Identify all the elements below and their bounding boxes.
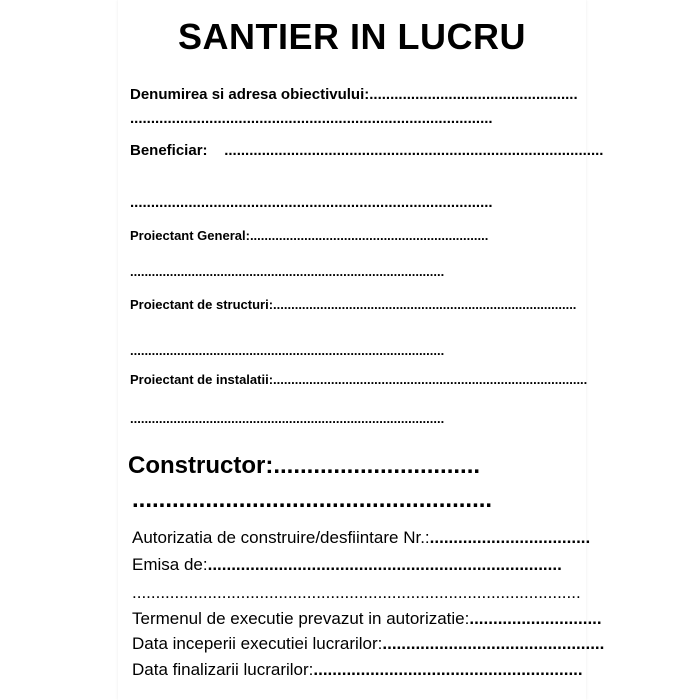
field-objective-dots: ..................................................	[369, 86, 578, 103]
field-constructor	[128, 452, 480, 480]
field-structural-designer	[130, 297, 576, 312]
field-issued-by-dots: ...........................................................................	[207, 555, 562, 574]
field-beneficiary-dotline: .......................................................................................	[130, 194, 493, 211]
field-beneficiary-dots: ...........................................................................................	[224, 142, 604, 159]
field-structural-designer-dots: ....................................................................................	[273, 297, 577, 312]
field-execution-term-label: Termenul de executie prevazut in autorizatie:	[132, 609, 470, 628]
field-permit-number	[132, 528, 590, 548]
field-start-date	[132, 634, 604, 654]
field-end-date	[132, 660, 583, 680]
field-installations-designer	[130, 372, 587, 387]
field-objective	[130, 86, 578, 103]
field-beneficiary-label: Beneficiar:	[130, 142, 208, 159]
field-structural-designer-dotline: .......................................................................................	[130, 343, 445, 358]
field-constructor-dotline: ......................................................	[132, 486, 493, 513]
field-structural-designer-label: Proiectant de structuri:	[130, 297, 274, 312]
construction-sign	[118, 0, 605, 700]
field-end-date-label: Data finalizarii lucrarilor:	[132, 660, 314, 679]
field-execution-term-dots: ............................	[469, 609, 602, 628]
field-constructor-dots: ...............................	[273, 452, 481, 479]
field-start-date-label: Data inceperii executiei lucrarilor:	[132, 634, 383, 653]
sign-title: SANTIER IN LUCRU	[178, 16, 526, 57]
field-start-date-dots: ...............................................	[382, 634, 605, 653]
field-objective-dotline: .......................................................................................	[130, 110, 493, 127]
field-installations-designer-dots: .......................................................................................	[273, 372, 588, 387]
field-beneficiary	[130, 142, 603, 159]
field-execution-term	[132, 609, 602, 629]
field-general-designer-label: Proiectant General:	[130, 228, 250, 243]
field-installations-designer-dotline: .......................................................................................	[130, 411, 445, 426]
field-installations-designer-label: Proiectant de instalatii:	[130, 372, 274, 387]
field-objective-label: Denumirea si adresa obiectivului:	[130, 86, 370, 103]
field-issued-by-label: Emisa de:	[132, 555, 208, 574]
field-constructor-label: Constructor:	[128, 452, 274, 479]
field-issued-by	[132, 555, 562, 575]
field-general-designer	[130, 228, 488, 243]
field-end-date-dots: .........................................................	[313, 660, 583, 679]
field-issued-by-dotline: ...............................................................................................	[132, 583, 581, 602]
field-general-designer-dotline: .......................................................................................	[130, 264, 445, 279]
field-permit-number-label: Autorizatia de construire/desfiintare Nr.:	[132, 528, 430, 547]
field-general-designer-dots: ..................................................................	[249, 228, 489, 243]
field-permit-number-dots: ..................................	[429, 528, 591, 547]
